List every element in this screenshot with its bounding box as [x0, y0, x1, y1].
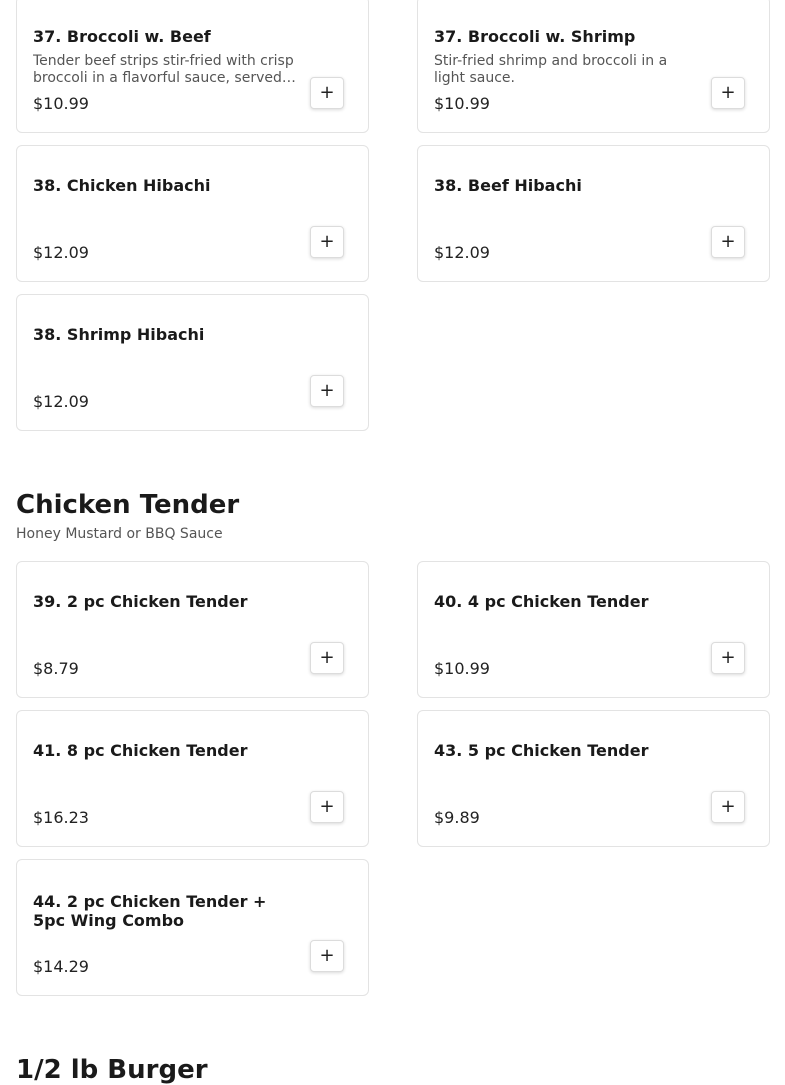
section-title: Chicken Tender — [16, 490, 240, 520]
item-name: 39. 2 pc Chicken Tender — [33, 592, 248, 611]
add-item-button[interactable]: + — [711, 226, 745, 258]
menu-item-card[interactable] — [417, 710, 770, 847]
item-price: $9.89 — [434, 808, 480, 827]
item-price: $10.99 — [33, 94, 89, 113]
item-name: 37. Broccoli w. Beef — [33, 27, 211, 46]
section-title: 1/2 lb Burger — [16, 1055, 208, 1085]
item-price: $12.09 — [33, 243, 89, 262]
add-item-button[interactable]: + — [310, 791, 344, 823]
item-name: 44. 2 pc Chicken Tender + 5pc Wing Combo — [33, 892, 267, 930]
item-price: $8.79 — [33, 659, 79, 678]
add-item-button[interactable]: + — [310, 940, 344, 972]
menu-item-card[interactable] — [16, 710, 369, 847]
item-name: 37. Broccoli w. Shrimp — [434, 27, 636, 46]
item-name: 41. 8 pc Chicken Tender — [33, 741, 248, 760]
add-item-button[interactable]: + — [310, 642, 344, 674]
add-item-button[interactable]: + — [711, 642, 745, 674]
item-description: Stir-fried shrimp and broccoli in a light sauce. — [434, 53, 668, 86]
item-name: 40. 4 pc Chicken Tender — [434, 592, 649, 611]
menu-item-card[interactable] — [16, 0, 369, 133]
menu-item-card[interactable] — [16, 294, 369, 431]
menu-item-card[interactable] — [16, 145, 369, 282]
menu-item-card[interactable] — [417, 561, 770, 698]
item-name: 43. 5 pc Chicken Tender — [434, 741, 649, 760]
item-name: 38. Chicken Hibachi — [33, 176, 211, 195]
item-price: $14.29 — [33, 957, 89, 976]
item-name: 38. Beef Hibachi — [434, 176, 582, 195]
item-price: $10.99 — [434, 659, 490, 678]
add-item-button[interactable]: + — [310, 375, 344, 407]
menu-item-card[interactable] — [16, 859, 369, 996]
menu-item-card[interactable] — [417, 0, 770, 133]
menu-item-card[interactable] — [417, 145, 770, 282]
item-name: 38. Shrimp Hibachi — [33, 325, 205, 344]
section-subtitle: Honey Mustard or BBQ Sauce — [16, 526, 223, 542]
item-price: $12.09 — [434, 243, 490, 262]
add-item-button[interactable]: + — [711, 791, 745, 823]
add-item-button[interactable]: + — [310, 226, 344, 258]
item-price: $16.23 — [33, 808, 89, 827]
item-description: Tender beef strips stir-fried with crisp broccoli in a flavorful sauce, served — [33, 53, 294, 86]
add-item-button[interactable]: + — [310, 77, 344, 109]
item-price: $12.09 — [33, 392, 89, 411]
menu-item-card[interactable] — [16, 561, 369, 698]
add-item-button[interactable]: + — [711, 77, 745, 109]
item-price: $10.99 — [434, 94, 490, 113]
